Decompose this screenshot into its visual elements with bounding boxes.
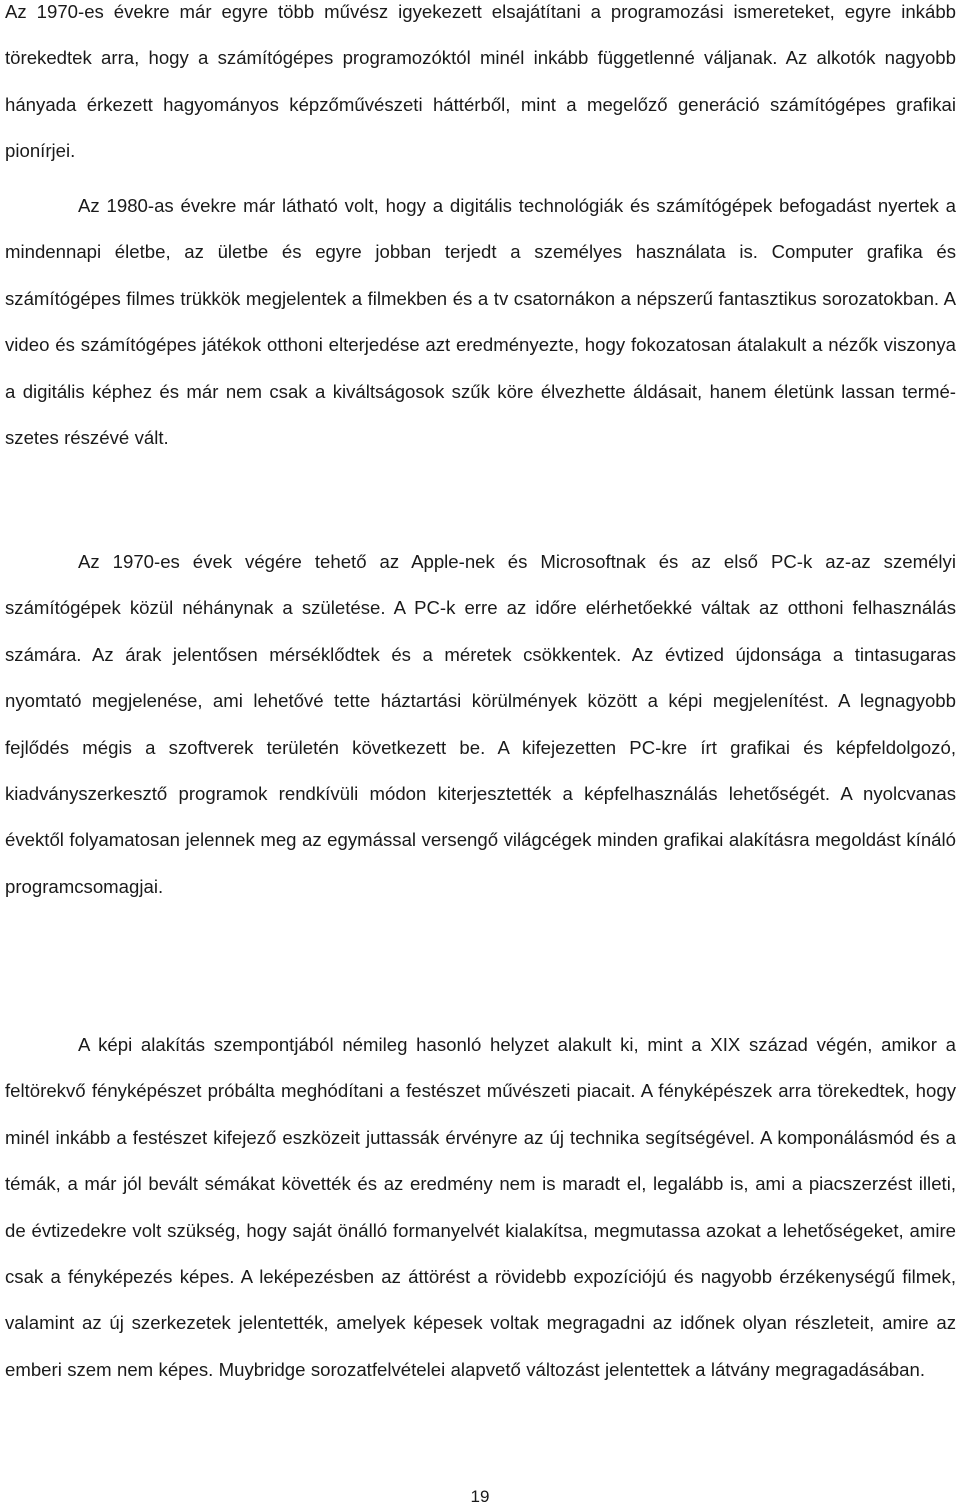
paragraph-personal-computers: Az 1970-es évek végére tehető az Apple-nek és Microsoftnak és az első PC-k az-az személyi számítógépek közül néhánynak a születése. A PC-k erre az időre elérhetőekké váltak az otthoni felhasználás számára. Az árak jelentősen mérséklődtek és a méretek csökkentek. Az évtized újdonsága a tintasugaras nyomtató megjelenése, ami lehetővé tette háztartási körülmények között a képi megjelenítést. A legnagyobb fejlődés mégis a szoftverek területén következett be. A kifejezetten PC-kre írt grafikai és képfeldolgozó, kiadványszerkesztő programok rendkívüli módon kiterjesztették a képfelhasználás lehetőségét. A nyolcvanas évektől folyamatosan jelennek meg az egymással versengő világcégek minden grafikai alakításra megoldást kínáló programcsomagjai. [5,551,956,897]
paragraph-1970s-artists: Az 1970-es évekre már egyre több művész igyekezett elsajátítani a programozási ismereteket, egyre inkább törekedtek arra, hogy a számítógépes programozóktól minél inkább függetlenné váljanak. Az alkotók nagyobb hányada érkezett hagyományos képzőművészeti háttérből, mint a megelőző generáció számítógépes grafikai pionírjei. [5,1,956,162]
page-number: 19 [470,1487,490,1506]
paragraph-1980s-digital: Az 1980-as évekre már látható volt, hogy a digitális technológiák és számítógépek befogadást nyertek a mindennapi életbe, az ületbe és egyre jobban terjedt a személyes használata is. Computer grafika és számítógépes filmes trükkök megjelentek a filmekben és a tv csatornákon a népszerű fantasztikus sorozatokban. A video és számítógépes játékok otthoni elterjedése azt eredményezte, hogy fokozatosan átalakult a nézők viszonya a digitális képhez és már nem csak a kiváltságosok szűk köre élvezhette áldásait, hanem életünk lassan természetes részévé vált. [5,195,956,449]
paragraph-photography-comparison: A képi alakítás szempontjából némileg hasonló helyzet alakult ki, mint a XIX század végén, amikor a feltörekvő fényképészet próbálta meghódítani a festészet művészeti piacait. A fényképészek arra törekedtek, hogy minél inkább a festészet kifejező eszközeit juttassák érvényre az új technika segítségével. A komponálásmód és a témák, a már jól bevált sémákat követték és az eredmény nem is maradt el, legalább is, ami a piacszerzést illeti, de évtizedekre volt szükség, hogy saját önálló formanyelvét kialakítsa, megmutassa azokat a lehetőségeket, amire csak a fényképezés képes. A leképezésben az áttörést a rövidebb expozíciójú és nagyobb érzékenységű filmek, valamint az új szerkezetek jelentették, amelyek képesek voltak megragadni az időnek olyan részleteit, amire az emberi szem nem képes. Muybridge sorozatfelvételei alapvető változást jelentettek a látvány megragadásában. [5,1034,956,1380]
